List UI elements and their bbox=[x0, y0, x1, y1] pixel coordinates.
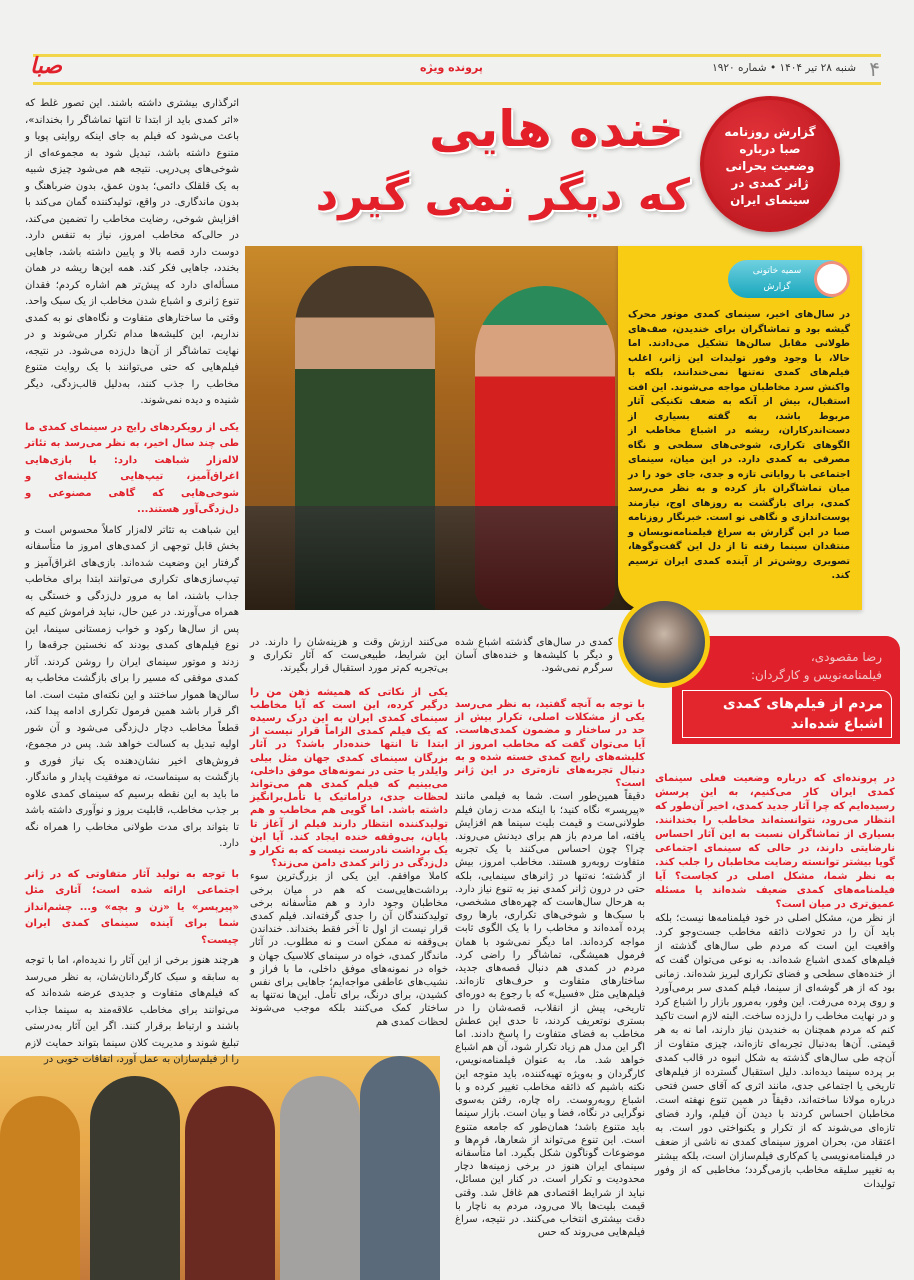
poster-figure bbox=[360, 1056, 440, 1280]
document-icon bbox=[814, 261, 850, 297]
question: در پرونده‌ای که درباره وضعیت فعلی سینمای کمدی ایران کار می‌کنیم، به این پرسش رسیده‌ایم که چرا آثار جدید کمدی، اخیر آن‌طور که انتظار می‌رود، نتوانسته‌اند مخاطب را بخندانند. بسیاری از تماشاگران نسبت به این آثار احساس نارضایتی دارند، در حالی که سینمای اجتماعی گویا بیشتر توانسته رضایت مخاطبان را جلب کند. به نظر شما، مشکل اصلی در کجاست؟ آیا فیلمنامه‌های کمدی ضعیف شده‌اند یا مسئله عمیق‌تری در میان است؟ bbox=[655, 773, 895, 910]
poster-figure bbox=[185, 1086, 275, 1280]
column-4 bbox=[655, 772, 895, 1192]
paragraph: این شباهت به تئاتر لاله‌زار کاملاً محسوس است و بخش قابل توجهی از کمدی‌های امروز ما متأسفانه گرفتار این وضعیت شده‌اند. بازی‌های اغراق‌آمیز و تیپ‌سازی‌های تکراری می‌توانند ابتدا برای مخاطب جذاب باشند، اما به مرور دل‌زدگی و خستگی به همراه می‌آورند. در عین حال، نباید فراموش کنیم که پس از سال‌ها رکود و خواب زمستانی سینما، این نوع فیلم‌های کمدی بودند که نخستین جرقه‌ها را زدند و موتور سینمای ایران را روشن کردند. آثار کمدی موفقی که مسیر را برای بازگشت مخاطب به سالن‌ها هموار ساختند و این نکته‌ای مثبت است. اما اگر قرار باشد همین فرمول تکراری ادامه پیدا کند، قطعاً مخاطب دچار دل‌زدگی می‌شود و آن شور اولیه تبدیل به کسالت خواهد شد. پس در مجموع، فروش‌های اخیر نشان‌دهنده یک نیاز فوری و بازگشت به سینماست، نه موفقیت پایدار و ماندگار. ما باید به این نقطه برسیم که سینمای کمدی علاوه بر جذب مخاطب، قابلیت بروز و نوآوری داشته باشد تا بتواند برای مدت طولانی مخاطب را همراه نگه دارد. bbox=[25, 524, 239, 849]
report-badge bbox=[700, 96, 840, 232]
question: با توجه به آنچه گفتید، به نظر می‌رسد یکی از مشکلات اصلی، تکرار بیش از حد در ساختار و مضمون کمدی‌هاست. آیا می‌توان گفت که مخاطب امروز از کلیشه‌های رایج کمدی خسته شده و به دنبال تجربه‌های تازه‌تری در این ژانر است؟ bbox=[455, 699, 645, 790]
paragraph: از نظر من، مشکل اصلی در خود فیلمنامه‌ها نیست؛ بلکه باید آن را در تحولات ذائقه مخاطب جست‌وجو کرد. واقعیت این است که مردم طی سال‌های گذشته از فیلم‌های کمدی اشباع شده‌اند. به نوعی می‌توان گفت که از خنده‌های سطحی و فضای تکراری لبریز شده‌اند. زمانی بود که از هر گوشه‌ای از سینما، فیلم کمدی سر برمی‌آورد و روی پرده می‌رفت. این وفور، به‌مرور بازار را اشباع کرد و در نهایت مخاطب را دل‌زده ساخت. البته لازم است تاکید کنم که مردم همچنان به خندیدن نیاز دارند، اما نه به هر قیمتی. آن‌ها به‌دنبال تجربه‌ای تازه‌اند، چیزی متفاوت از آن‌چه طی سال‌های گذشته به شکل انبوه در قالب کمدی بر پرده سینما دیده‌اند. دلیل استقبال گسترده از فیلم‌های تاریخی یا اجتماعی جدی، مانند اثری که آقای حسن فتحی درباره مولانا ساخته‌اند، دقیقاً در همین تنوع نهفته است. مخاطبان احساس کردند با دیدن آن فیلم، وارد فضای تازه‌ای می‌شوند که از تکرار و یکنواختی دور است. به اعتقاد من، بحران امروز سینمای کمدی نه ناشی از ضعف در فیلمنامه‌نویسی یا کم‌کاری فیلم‌سازان است، بلکه بیشتر به تغییر سلیقه مخاطب بازمی‌گردد؛ مخاطبی که از وفور تولیدات bbox=[655, 913, 895, 1190]
paragraph: می‌کنند ارزش وقت و هزینه‌شان را دارند. در این شرایط، طبیعی‌ست که آثار تکراری و بی‌تجربه کم‌تر مورد استقبال قرار بگیرند. bbox=[250, 637, 448, 675]
photo-motorbike bbox=[245, 506, 680, 610]
interview-headline: مردم از فیلم‌های کمدی اشباع شده‌اند bbox=[682, 690, 892, 738]
header-rule-top bbox=[33, 54, 881, 57]
headline-line-1: خنده هایی bbox=[428, 100, 684, 158]
interviewee-portrait bbox=[618, 596, 710, 688]
question: یکی از نکاتی که همیشه ذهن من را درگیر کرده، این است که آیا مخاطب سینمای کمدی ایران به این درک رسیده که یک فیلم کمدی الزاماً قرار نیست از ابتدا تا انتها خنده‌دار باشد؟ در آثار بزرگان سینمای کمدی جهان مثل بیلی وایلدر یا حتی در نمونه‌های موفق داخلی، می‌بینیم که فیلم کمدی هم می‌تواند لحظات جدی، دراماتیک یا تأمل‌برانگیز داشته باشد. اما گویی هم مخاطب و هم تولیدکننده انتظار دارند فیلم از آغاز تا پایان، بی‌وقفه خنده ایجاد کند. آیا این یک برداشت نادرست نیست که به تکرار و دل‌زدگی در ژانر کمدی دامن می‌زند؟ bbox=[250, 686, 448, 870]
section-title: پرونده ویژه bbox=[420, 61, 483, 74]
interviewee-name: رضا مقصودی، bbox=[810, 650, 882, 664]
question: با توجه به تولید آثار متفاوتی که در ژانر اجتماعی ارائه شده است؛ آثاری مثل «پیرپسر» یا «زن و بچه» و... چشم‌انداز شما برای آینده سینمای کمدی ایران چیست؟ bbox=[25, 868, 239, 946]
hero-photo bbox=[245, 246, 680, 610]
poster-figure bbox=[90, 1076, 180, 1280]
issue-date: شنبه ۲۸ تیر ۱۴۰۴ • شماره ۱۹۲۰ bbox=[712, 62, 856, 74]
paragraph: اثرگذاری بیشتری داشته باشند. این تصور غلط که «اثر کمدی باید از ابتدا تا انتها تماشاگر را بخنداند»، باعث می‌شود که فیلم به جای اینکه روایتی پویا و متنوع داشته باشد، تبدیل شود به مجموعه‌ای از شوخی‌های پی‌درپی. نتیجه هم می‌شود چیزی شبیه به یک قلقلک دائمی؛ بدون عمق، بدون ضرباهنگ و بدون ماندگاری. در واقع، تولیدکننده گمان می‌کند با افزایش شوخی، رضایت مخاطب را تضمین می‌کند، در حالی‌که مخاطب امروز، نیاز به تنفس دارد. دوست دارد قصه بالا و پایین داشته باشد، جاهایی بخندد، جاهایی فکر کند. همه این‌ها ریشه در همان مسأله‌ای دارد که پیش‌تر هم اشاره کردم؛ فقدان تنوع ژانری و اشباع شدن مخاطب از یک سبک واحد. وقتی ما ساختارهای متفاوت و نگاه‌های نو به کمدی نداریم، این کلیشه‌ها مدام تکرار می‌شوند و در نهایت تماشاگر از آن‌ها دل‌زده می‌شود. در نتیجه، فیلم‌هایی که حتی می‌توانند با یک روایت متنوع مخاطب را جذب کنند، به‌دلیل قالب‌زدگی، دیگر شنیده و دیده نمی‌شوند. bbox=[25, 98, 239, 406]
column-3 bbox=[455, 636, 613, 676]
poster-figure bbox=[280, 1076, 360, 1280]
intro-text: در سال‌های اخیر، سینمای کمدی موتور محرک گیشه بود و تماشاگران برای خندیدن، صف‌های طولانی مقابل سالن‌ها تشکیل می‌دادند. اما حالا، با وجود وفور تولیدات این ژانر، اغلب فیلم‌های کمدی نه‌تنها نمی‌خندانند، بلکه با واکنش سرد مخاطبان مواجه می‌شوند. این افت استقبال، بیش از آنکه به ضعف تکنیکی آثار مربوط باشد، به گفته بسیاری از دست‌اندرکاران، ریشه در اشباع مخاطب از الگوهای تکراری، شوخی‌های سطحی و نگاه مصرفی به کمدی دارد. در این میان، سینمای اجتماعی با روایاتی تازه و جدی، جای خود را در میان تماشاگران باز کرده و به نظر می‌رسد کمدی، برای بازگشت به روزهای اوج، نیازمند پوست‌اندازی و نگاهی نو است. خبرنگار روزنامه صبا در این گزارش به سراغ فیلمنامه‌نویسان و منتقدان سینما رفته تا از دل این گفت‌وگوها، تصویری روشن‌تر از آینده کمدی ایران ترسیم کند. bbox=[628, 309, 850, 581]
interviewee-role: فیلمنامه‌نویس و کارگردان: bbox=[750, 668, 882, 682]
badge-text: گزارش روزنامه صبا درباره وضعیت بحرانی ژانر کمدی در سینمای ایران bbox=[724, 125, 816, 207]
header-rule-bottom bbox=[33, 82, 881, 85]
poster-figure bbox=[0, 1096, 80, 1280]
paragraph: کاملا موافقم. این یکی از بزرگ‌ترین سوء برداشت‌هایی‌ست که هم در میان برخی مخاطبان وجود دارد و هم متأسفانه برخی تولیدکنندگان آن را جدی گرفته‌اند. فیلم کمدی قرار نیست از اول تا آخر فقط بخنداند. خنداندن بی‌وقفه نه ممکن است و نه مطلوب. در آثار ماندگار کمدی، خواه در سینمای کلاسیک جهان و خواه در نمونه‌های موفق داخلی، ما با فراز و نشیب‌های عاطفی مواجه‌ایم؛ جاهایی برای نفس کشیدن، برای درنگ، برای تأمل. این‌ها نه‌تنها به ساختار کمک می‌کنند بلکه موجب می‌شوند لحظات کمدی هم bbox=[250, 871, 448, 1028]
paragraph: هرچند هنوز برخی از این آثار را ندیده‌ام، اما با توجه به سابقه و سبک کارگردانان‌شان، به نظر می‌رسد که فیلم‌های متفاوت و جدیدی عرضه شده‌اند که می‌توانند برای مخاطب علاقه‌مند به سینما جذاب باشند و ارتباط برقرار کنند. اگر این آثار به‌درستی تبلیغ شوند و مدیریت کلان سینما بتواند حمایت لازم را از فیلم‌سازان به عمل آورد، اتفاقات خوبی در bbox=[25, 955, 239, 1065]
column-1 bbox=[25, 96, 239, 1069]
author-role: گزارش bbox=[763, 282, 791, 292]
author-name: سمیه خاتونی bbox=[752, 266, 802, 276]
paragraph: کمدی در سال‌های گذشته اشباع شده و دیگر با کلیشه‌ها و خنده‌های آسان سرگرم نمی‌شود. bbox=[455, 637, 613, 675]
column-2 bbox=[250, 636, 448, 1029]
page-number: ۴ bbox=[869, 57, 880, 81]
newspaper-logo[interactable]: صبا bbox=[30, 54, 63, 79]
film-cast-poster bbox=[0, 1056, 440, 1280]
paragraph: دقیقاً همین‌طور است. شما به فیلمی مانند «پیرپسر» نگاه کنید؛ با اینکه مدت زمان فیلم طولانی‌ست و قیمت بلیت سینما هم افزایش یافته، اما مردم باز هم برای دیدنش می‌روند. چرا؟ چون احساس می‌کنند با یک تجربه متفاوت روبه‌رو هستند. مخاطب امروز، بیش از گذشته؛ نه‌تنها در ژانرهای سینمایی، بلکه حتی در درون ژانر کمدی نیز به تنوع نیاز دارد. به هرحال سال‌هاست که چهره‌های مشخصی، با سبک‌ها و شوخی‌های تکراری، بارها روی پرده آمده‌اند و مخاطب را با یک الگوی ثابت مواجه کرده‌اند. اما دیگر نمی‌شود با همان فرمول همیشگی، تماشاگر را راضی کرد. مردم در کمدی هم دنبال قصه‌های جدید، ساختارهای متفاوت و حرف‌های تازه‌اند. فیلم‌هایی مثل «فسیل» که با رجوع به دوره‌ای تاریخی، پیش از انقلاب، قصه‌شان را در بستری نوتعریف کردند، تا حدی این عطش مخاطب به فضای متفاوت را پاسخ دادند. اما اگر این مدل هم زیاد تکرار شود، آن هم اشباع خواهد شد. ما، به عنوان فیلمنامه‌نویس، کارگردان و به‌ویژه تهیه‌کننده، باید متوجه این نکته باشیم که ذائقه مخاطب تغییر کرده و با اشباع روبه‌روست. راه چاره، رفتن به‌سوی نوگرایی در نگاه، فضا و بیان است. بازار سینما باید متنوع باشد؛ همان‌طور که جامعه متنوع است. این تنوع می‌تواند از شعارها، فرم‌ها و موضوعات گوناگون شکل بگیرد. اما متأسفانه سینمای ایران هنوز در برخی زمینه‌ها دچار محدودیت و تکرار است. در کنار این مسائل، نباید از شرایط اقتصادی هم غافل شد. وقتی قیمت بلیت‌ها بالا می‌رود، مردم به ناچار با دقت بیشتری انتخاب می‌کنند. در نتیجه، سراغ فیلم‌هایی می‌روند که حس bbox=[455, 791, 645, 1239]
intro-box bbox=[618, 246, 862, 610]
headline-line-2: که دیگر نمی گیرد bbox=[315, 170, 690, 221]
question: یکی از رویکردهای رایج در سینمای کمدی ما طی چند سال اخیر، به نظر می‌رسد به تئاتر لاله‌زار شباهت دارد: با بازی‌هایی اغراق‌آمیز، تیپ‌هایی کلیشه‌ای و شوخی‌هایی که گاهی مصنوعی و دل‌زدگی‌آور هستند... bbox=[25, 421, 239, 515]
column-3-body bbox=[455, 698, 645, 1239]
author-pill bbox=[728, 260, 848, 298]
